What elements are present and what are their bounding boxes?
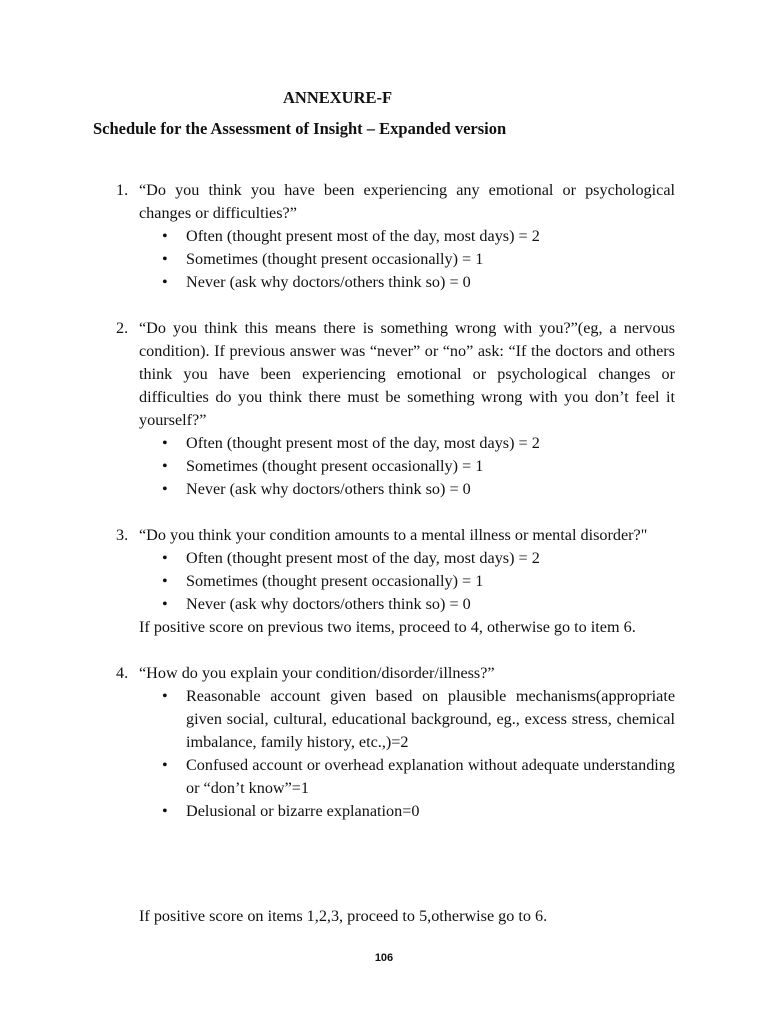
option-item [162,754,675,800]
annexure-heading: ANNEXURE-F [283,88,393,107]
question-text: “Do you think you have been experiencing any emotional or psychological changes or difficulties?” [139,181,675,222]
bullet-icon: • [162,595,168,613]
option-text: Often (thought present most of the day, most days) = 2 [186,549,540,567]
option-text: Sometimes (thought present occasionally) = 1 [186,250,484,268]
option-text: Never (ask why doctors/others think so) = 0 [186,595,471,613]
question-number: 3. [116,526,129,544]
bullet-icon: • [162,273,168,291]
option-text: Sometimes (thought present occasionally) = 1 [186,457,484,475]
question-number: 2. [116,319,129,337]
option-item [162,547,675,570]
final-instruction: If positive score on items 1,2,3, proceed to 5,otherwise go to 6. [139,907,548,925]
option-list [0,432,768,501]
page-number: 106 [374,952,394,964]
option-text: Never (ask why doctors/others think so) = 0 [186,273,471,291]
option-list [0,685,768,823]
option-list [0,225,768,294]
option-text: Sometimes (thought present occasionally) = 1 [186,572,484,590]
option-item [162,271,675,294]
bullet-icon: • [162,802,168,820]
option-item [162,432,675,455]
question-text: “How do you explain your condition/disorder/illness?” [139,664,495,682]
bullet-icon: • [162,756,168,774]
option-item [162,800,675,823]
question-1 [0,179,768,294]
question-number: 1. [116,181,129,199]
question-text: “Do you think this means there is something wrong with you?”(eg, a nervous condition). If previous answer was “never” or “no” ask: “If the doctors and others think you have been experiencing emotional or psychological changes or difficulties do you think there must be something wrong with you don’t feel it yourself?” [139,319,675,429]
option-text: Delusional or bizarre explanation=0 [186,802,420,820]
bullet-icon: • [162,457,168,475]
option-text: Often (thought present most of the day, most days) = 2 [186,434,540,452]
option-list [0,547,768,616]
bullet-icon: • [162,572,168,590]
option-text: Never (ask why doctors/others think so) = 0 [186,480,471,498]
option-item [162,248,675,271]
question-2 [0,317,768,501]
option-text: Often (thought present most of the day, most days) = 2 [186,227,540,245]
bullet-icon: • [162,480,168,498]
bullet-icon: • [162,687,168,705]
bullet-icon: • [162,250,168,268]
option-item [162,593,675,616]
question-3 [0,524,768,639]
option-item [162,478,675,501]
option-item [162,225,675,248]
bullet-icon: • [162,434,168,452]
option-item [162,685,675,754]
option-item [162,455,675,478]
question-list [0,179,768,846]
bullet-icon: • [162,227,168,245]
question-number: 4. [116,664,129,682]
option-text: Reasonable account given based on plausible mechanisms(appropriate given social, cultural, educational background, eg., excess stress, chemical imbalance, family history, etc.,)=2 [186,687,675,751]
question-text: “Do you think your condition amounts to a mental illness or mental disorder?" [139,526,648,544]
follow-up-instruction: If positive score on previous two items, proceed to 4, otherwise go to item 6. [139,618,636,636]
bullet-icon: • [162,549,168,567]
option-item [162,570,675,593]
option-text: Confused account or overhead explanation without adequate understanding or “don’t know”=1 [186,756,675,797]
question-4 [0,662,768,823]
document-title: Schedule for the Assessment of Insight – Expanded version [93,119,507,138]
